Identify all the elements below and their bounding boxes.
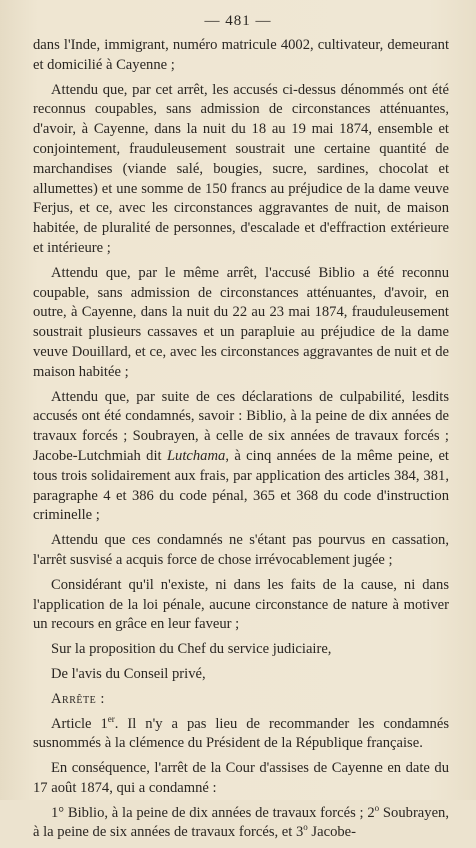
article-superscript: er xyxy=(107,713,115,724)
article-text: . Il n'y a pas lieu de recommander les condamnés susnommés à la clémence du Président de la République française. xyxy=(33,715,450,752)
paragraph-proposal: Sur la proposition du Chef du service judiciaire, xyxy=(51,641,332,658)
list-superscript-2: o xyxy=(303,822,308,833)
article-label: Article 1 xyxy=(51,715,108,732)
paragraph-consequence: En conséquence, l'arrêt de la Cour d'assises de Cayenne en date du 17 août 1874, qui a condamné : xyxy=(33,760,449,796)
paragraph-sentences xyxy=(33,388,449,527)
page-number: — 481 — xyxy=(204,13,272,29)
list-part-1: 1° Biblio, à la peine de dix années de travaux forcés ; 2 xyxy=(51,804,375,821)
paragraph-council-opinion: De l'avis du Conseil privé, xyxy=(51,665,206,682)
body-text xyxy=(33,36,449,848)
heading-arrete: Arrête : xyxy=(51,690,105,707)
alias-lutchama: Lutchama xyxy=(166,447,226,464)
paragraph-article-1 xyxy=(33,715,449,755)
paragraph-considering: Considérant qu'il n'existe, ni dans les faits de la cause, ni dans l'application de la loi pénale, aucune circonstance de nature à motiver un recours en grâce en leur faveur ; xyxy=(33,576,449,633)
list-part-3: Jacobe- xyxy=(307,824,356,841)
sentences-text-end: , à cinq années de la même peine, et tous trois solidairement aux frais, par application des articles 384, 381, paragraphe 4 et 386 du code pénal, 365 et 368 du code d'instruction criminelle ; xyxy=(33,447,449,524)
paragraph-list xyxy=(33,804,449,844)
list-part-2: Soubrayen, à la peine de six années de travaux forcés, et 3 xyxy=(33,804,449,841)
sentences-text-start: Attendu que, par suite de ces déclarations de culpabilité, lesdits accusés ont été condamnés, savoir : Biblio, à la peine de dix années de travaux forcés ; Soubrayen, à celle de six années de travaux forcés ; Jacobe-Lutchmiah dit xyxy=(33,388,449,464)
paragraph-continuation: dans l'Inde, immigrant, numéro matricule 4002, cultivateur, demeurant et domicilié à Cayenne ; xyxy=(33,37,449,73)
paragraph-second-verdict: Attendu que, par le même arrêt, l'accusé Biblio a été reconnu coupable, sans admission de circonstances atténuantes, d'avoir, en outre, à Cayenne, dans la nuit du 22 au 23 mai 1874, frauduleusement soustrait plusieurs cassaves et un parapluie au préjudice de la dame veuve Douillard, et ce, avec les circonstances aggravantes de nuit et de maison habitée ; xyxy=(33,264,449,380)
list-superscript-1: o xyxy=(374,802,380,813)
paragraph-first-verdict: Attendu que, par cet arrêt, les accusés ci-dessus dénommés ont été reconnus coupables, sans admission de circonstances atténuantes, d'avoir, à Cayenne, dans la nuit du 18 au 19 mai 1874, ensemble et conjointement, frauduleusement soustrait une certaine quantité de marchandises (viande salé, bougies, sucre, sardines, chocolat et allumettes) et une somme de 150 francs au préjudice de la dame veuve Ferjus, et ce, avec les circonstances aggravantes de nuit, de maison habitée, de pluralité de personnes, d'escalade et d'effraction extérieure et intérieure ; xyxy=(33,81,449,256)
paragraph-no-appeal: Attendu que ces condamnés ne s'étant pas pourvus en cassation, l'arrêt susvisé a acquis force de chose irrévocablement jugée ; xyxy=(33,532,449,568)
